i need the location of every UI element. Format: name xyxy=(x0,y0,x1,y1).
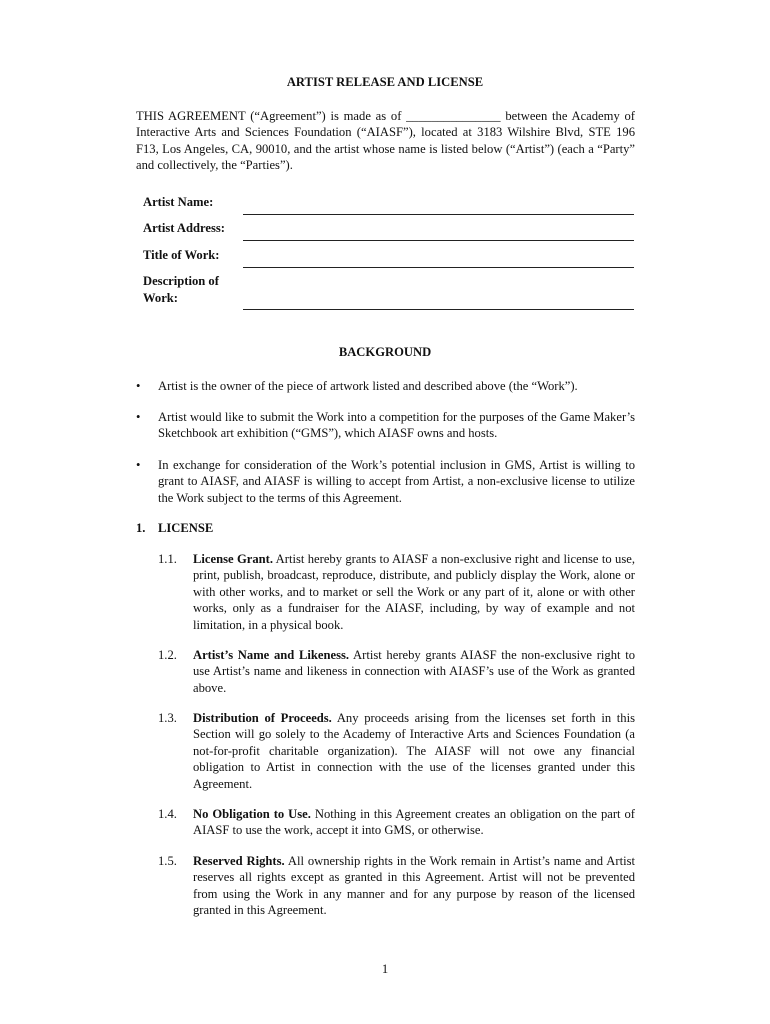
bullet-icon: • xyxy=(136,458,141,472)
subsection-body xyxy=(193,647,635,696)
section-1-heading xyxy=(136,520,213,536)
artist-name-label: Artist Name: xyxy=(143,195,214,209)
bullet-icon: • xyxy=(136,410,141,424)
title-of-work-blank-line[interactable] xyxy=(243,267,634,268)
description-of-work-blank-line[interactable] xyxy=(243,309,634,310)
subsection-text: Artist hereby grants AIASF the non-exclusive right to use Artist’s name and likeness in connection with AIASF’s use of the Work as granted above. xyxy=(193,648,636,695)
subsection-heading: Distribution of Proceeds. xyxy=(193,711,332,725)
intro-paragraph: THIS AGREEMENT (“Agreement”) is made as of _______________ between the Academy of Interactive Arts and Sciences Foundation (“AIASF”), located at 3183 Wilshire Blvd, STE 196 F13, Los Angeles, CA, 90010, and the artist whose name is listed below (“Artist”) (each a “Party” and collectively, the “Parties”). xyxy=(136,109,635,173)
subsection-text: Nothing in this Agreement creates an obligation on the part of AIASF to use the work, accept it into GMS, or otherwise. xyxy=(193,807,635,838)
bullet-text: Artist is the owner of the piece of artwork listed and described above (the “Work”). xyxy=(158,379,578,393)
subsection-number: 1.5. xyxy=(158,854,177,868)
page-number: 1 xyxy=(381,962,389,976)
subsection-number: 1.2. xyxy=(158,648,177,662)
section-number: 1. xyxy=(136,521,146,535)
subsection-text: Any proceeds arising from the licenses set forth in this Section will go solely to the Academy of Interactive Arts and Sciences Foundation (a not-for-profit charitable organization). The AIASF will not owe any financial obligation to Artist in connection with the use of the licenses granted under this Agreement. xyxy=(193,711,636,791)
artist-name-blank-line[interactable] xyxy=(243,214,634,215)
subsection-heading: License Grant. xyxy=(193,552,273,566)
subsection-heading: No Obligation to Use. xyxy=(193,807,311,821)
bullet-text: In exchange for consideration of the Work’s potential inclusion in GMS, Artist is willing to grant to AIASF, and AIASF is willing to accept from Artist, a non-exclusive license to utilize the Work subject to the terms of this Agreement. xyxy=(158,458,635,505)
bullet-text: Artist would like to submit the Work into a competition for the purposes of the Game Maker’s Sketchbook art exhibition (“GMS”), which AIASF owns and hosts. xyxy=(158,410,635,441)
subsection-heading: Artist’s Name and Likeness. xyxy=(193,648,350,662)
subsection-heading: Reserved Rights. xyxy=(193,854,285,868)
subsection-body xyxy=(193,853,635,919)
subsection-body xyxy=(193,551,635,633)
document-title: ARTIST RELEASE AND LICENSE xyxy=(286,75,484,89)
subsection-text: Artist hereby grants to AIASF a non-exclusive right and license to use, print, publish, broadcast, reproduce, distribute, and publicly display the Work, alone or with other works, and to market or sell the Work or any part of it, alone or with other works, only as a fundraiser for the AIASF, including, by way of example and not limitation, in a physical book. xyxy=(193,552,635,632)
artist-address-blank-line[interactable] xyxy=(243,240,634,241)
description-label-line1: Description of xyxy=(143,274,219,288)
subsection-text: All ownership rights in the Work remain in Artist’s name and Artist reserves all rights except as granted in this Agreement. Artist will not be prevented from using the Work in any manner and for any purpose by reason of the licensed granted in this Agreement. xyxy=(193,854,635,918)
subsection-number: 1.3. xyxy=(158,711,177,725)
background-heading: BACKGROUND xyxy=(338,345,432,359)
title-of-work-label: Title of Work: xyxy=(143,248,220,262)
bullet-icon: • xyxy=(136,379,141,393)
subsection-number: 1.1. xyxy=(158,552,177,566)
description-label-line2: Work: xyxy=(143,291,178,305)
subsection-body xyxy=(193,806,635,839)
artist-address-label: Artist Address: xyxy=(143,221,225,235)
subsection-number: 1.4. xyxy=(158,807,177,821)
subsection-body xyxy=(193,710,635,792)
section-title: LICENSE xyxy=(158,521,214,535)
